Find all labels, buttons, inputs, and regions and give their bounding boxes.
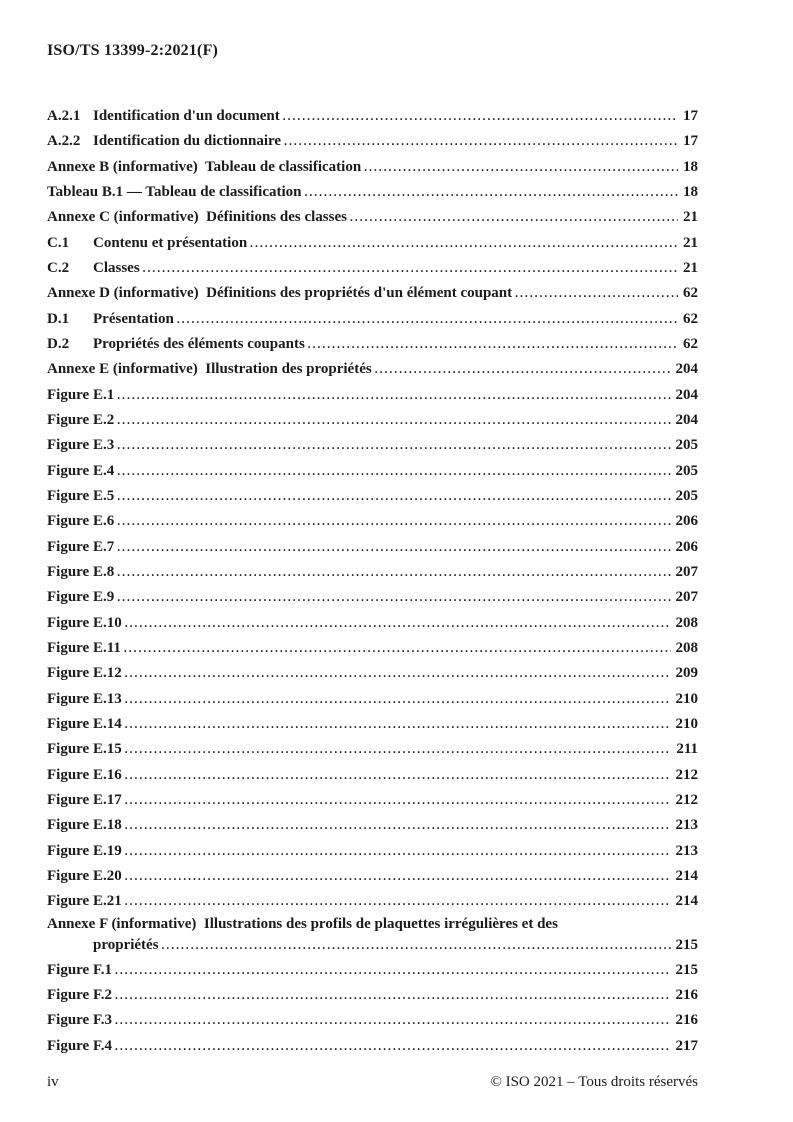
toc-dot-leader (350, 205, 678, 231)
toc-entry-page: 208 (675, 614, 698, 631)
toc-entry-page: 212 (675, 791, 698, 808)
toc-dot-leader (115, 958, 670, 984)
toc-entry-page: 214 (675, 893, 698, 910)
toc-entry-label: Annexe D (informative) Définitions des propriétés d'un élément coupant (47, 285, 513, 302)
toc-entry-label: Figure E.11 (47, 639, 121, 656)
toc-entry-label: Figure E.16 (47, 766, 122, 783)
toc-dot-leader (143, 256, 678, 282)
toc-dot-leader (117, 560, 670, 586)
toc-entry-page: 62 (683, 335, 698, 352)
toc-entry (47, 1034, 698, 1059)
toc-entry-label: Figure F.2 (47, 987, 113, 1004)
toc-entry (47, 484, 698, 509)
toc-entry-page: 206 (675, 513, 698, 530)
toc-entry (47, 332, 698, 357)
toc-entry-page: 206 (675, 538, 698, 555)
toc-dot-leader (125, 611, 671, 637)
toc-entry-page: 21 (683, 209, 698, 226)
toc-entry-page: 215 (675, 961, 698, 978)
toc-entry (47, 983, 698, 1008)
toc-entry (47, 813, 698, 838)
toc-dot-leader (364, 155, 678, 181)
toc-entry (47, 180, 698, 205)
toc-entry (47, 585, 698, 610)
toc-entry-page: 205 (675, 487, 698, 504)
toc-entry-page: 207 (675, 563, 698, 580)
toc-entry-label: Figure E.10 (47, 614, 122, 631)
toc-entry-page: 204 (675, 361, 698, 378)
toc-entry (47, 1008, 698, 1033)
toc-entry (47, 636, 698, 661)
toc-entry (47, 408, 698, 433)
toc-dot-leader (125, 864, 671, 890)
toc-entry-page: 216 (675, 987, 698, 1004)
toc-entry-label: Figure E.20 (47, 867, 122, 884)
toc-entry (47, 104, 698, 129)
toc-entry-label: Figure E.14 (47, 715, 122, 732)
toc-entry-page: 209 (675, 665, 698, 682)
toc-entry-page: 204 (675, 411, 698, 428)
toc-entry-label: Identification du dictionnaire (93, 133, 282, 150)
toc-entry-page: 204 (675, 386, 698, 403)
toc-entry-page: 62 (683, 285, 698, 302)
toc-entry-label: Figure E.5 (47, 487, 115, 504)
toc-entry-page: 205 (675, 437, 698, 454)
toc-entry-number: A.2.1 (47, 108, 81, 124)
toc-entry-label: Figure E.9 (47, 589, 115, 606)
toc-entry-page: 62 (683, 310, 698, 327)
toc-entry-label: Figure E.8 (47, 563, 115, 580)
toc-entry (47, 357, 698, 382)
toc-entry (47, 205, 698, 230)
toc-entry-page: 213 (675, 842, 698, 859)
toc-entry-label: Présentation (93, 310, 174, 327)
toc-entry (47, 155, 698, 180)
toc-entry-page: 214 (675, 867, 698, 884)
toc-entry-page: 21 (683, 259, 698, 276)
toc-entry-label: Figure E.7 (47, 538, 115, 555)
toc-dot-leader (117, 383, 670, 409)
toc-entry-label: Figure E.2 (47, 411, 115, 428)
toc-entry (47, 459, 698, 484)
toc-dot-leader (308, 332, 678, 358)
toc-entry (47, 433, 698, 458)
footer-page-number: iv (47, 1074, 59, 1090)
toc-entry-label: Annexe B (informative) Tableau de classification (47, 158, 362, 175)
toc-entry-label: Annexe E (informative) Illustration des propriétés (47, 361, 372, 378)
toc-dot-leader (117, 535, 670, 561)
toc-entry (47, 687, 698, 712)
toc-entry-label: propriétés (93, 936, 159, 953)
toc-dot-leader (125, 763, 671, 789)
toc-dot-leader (250, 231, 678, 257)
toc-dot-leader (117, 433, 670, 459)
toc-entry (47, 933, 698, 958)
toc-entry-label: Figure E.1 (47, 386, 115, 403)
toc-entry-page: 18 (683, 183, 698, 200)
toc-entry-page: 18 (683, 158, 698, 175)
toc-entry (47, 889, 698, 914)
toc-entry (47, 737, 698, 762)
toc-entry-label: Figure F.3 (47, 1012, 113, 1029)
toc-dot-leader (115, 1008, 670, 1034)
toc-entry-label: Figure E.4 (47, 462, 115, 479)
toc-entry-label: Figure E.18 (47, 817, 122, 834)
toc-entry-number: D.2 (47, 335, 70, 352)
toc-entry (47, 307, 698, 332)
toc-entry-page: 210 (675, 690, 698, 707)
toc-entry (47, 788, 698, 813)
toc-entry (47, 763, 698, 788)
toc-dot-leader (125, 737, 672, 763)
toc-dot-leader (117, 585, 670, 611)
toc-entry-label: Classes (93, 259, 140, 276)
toc-entry-number: C.2 (47, 259, 70, 276)
toc-entry-page: 208 (675, 639, 698, 656)
toc-entry-label: Identification d'un document (93, 108, 280, 124)
toc-dot-leader (284, 129, 678, 155)
toc-entry-page: 213 (675, 817, 698, 834)
toc-entry (47, 915, 698, 933)
toc-dot-leader (125, 889, 671, 915)
toc-entry-label: Figure E.12 (47, 665, 122, 682)
toc-dot-leader (125, 661, 671, 687)
toc-entry-label: Figure F.4 (47, 1037, 113, 1054)
toc-dot-leader (124, 636, 671, 662)
toc-entry-number: D.1 (47, 310, 70, 327)
toc-dot-leader (117, 459, 670, 485)
toc-entry (47, 864, 698, 889)
toc-list (47, 104, 698, 1059)
document-reference-header: ISO/TS 13399-2:2021(F) (47, 42, 219, 59)
toc-entry-label: Figure F.1 (47, 961, 113, 978)
toc-entry-page: 17 (683, 133, 698, 150)
toc-entry-page: 205 (675, 462, 698, 479)
toc-entry (47, 661, 698, 686)
toc-entry (47, 509, 698, 534)
toc-entry (47, 129, 698, 154)
toc-entry-page: 207 (675, 589, 698, 606)
toc-dot-leader (125, 788, 671, 814)
toc-entry-page: 216 (675, 1012, 698, 1029)
toc-entry-page: 210 (675, 715, 698, 732)
toc-dot-leader (117, 408, 670, 434)
toc-entry (47, 383, 698, 408)
toc-dot-leader (162, 933, 671, 959)
toc-entry-label: Propriétés des éléments coupants (93, 335, 305, 352)
toc-entry (47, 958, 698, 983)
toc-entry-label: Figure E.3 (47, 437, 115, 454)
toc-dot-leader (115, 1034, 670, 1060)
toc-entry-label: Figure E.21 (47, 893, 122, 910)
toc-dot-leader (375, 357, 671, 383)
toc-dot-leader (115, 983, 670, 1009)
toc-entry-number: A.2.2 (47, 133, 81, 150)
toc-entry-page: 17 (683, 108, 698, 124)
toc-dot-leader (125, 712, 671, 738)
toc-entry-page: 215 (675, 936, 698, 953)
toc-entry-label: Figure E.13 (47, 690, 122, 707)
toc-entry-page: 211 (676, 741, 698, 758)
toc-entry (47, 535, 698, 560)
toc-dot-leader (177, 307, 678, 333)
toc-dot-leader (125, 813, 671, 839)
toc-dot-leader (117, 484, 670, 510)
toc-dot-leader (117, 509, 670, 535)
toc-entry (47, 256, 698, 281)
toc-entry (47, 611, 698, 636)
toc-entry-number: C.1 (47, 234, 70, 251)
toc-entry-label: Figure E.17 (47, 791, 122, 808)
toc-entry-label: Tableau B.1 — Tableau de classification (47, 183, 302, 200)
toc-dot-leader (125, 839, 671, 865)
toc-entry (47, 712, 698, 737)
toc-entry-page: 21 (683, 234, 698, 251)
toc-entry-page: 212 (675, 766, 698, 783)
toc-entry-label: Annexe F (informative) Illustrations des profils de plaquettes irrégulières et des (47, 915, 558, 932)
toc-entry-page: 217 (675, 1037, 698, 1054)
page-footer (47, 1070, 698, 1095)
toc-dot-leader (515, 281, 678, 307)
toc-entry-label: Figure E.6 (47, 513, 115, 530)
toc-entry-label: Figure E.19 (47, 842, 122, 859)
toc-entry-label: Figure E.15 (47, 741, 122, 758)
toc-entry (47, 839, 698, 864)
toc-entry (47, 231, 698, 256)
toc-entry (47, 281, 698, 306)
footer-copyright: © ISO 2021 – Tous droits réservés (490, 1074, 698, 1090)
toc-entry-label: Contenu et présentation (93, 234, 248, 251)
toc-entry (47, 560, 698, 585)
toc-dot-leader (305, 180, 678, 206)
toc-entry-label: Annexe C (informative) Définitions des classes (47, 209, 347, 226)
toc-dot-leader (125, 687, 671, 713)
toc-dot-leader (283, 104, 678, 130)
